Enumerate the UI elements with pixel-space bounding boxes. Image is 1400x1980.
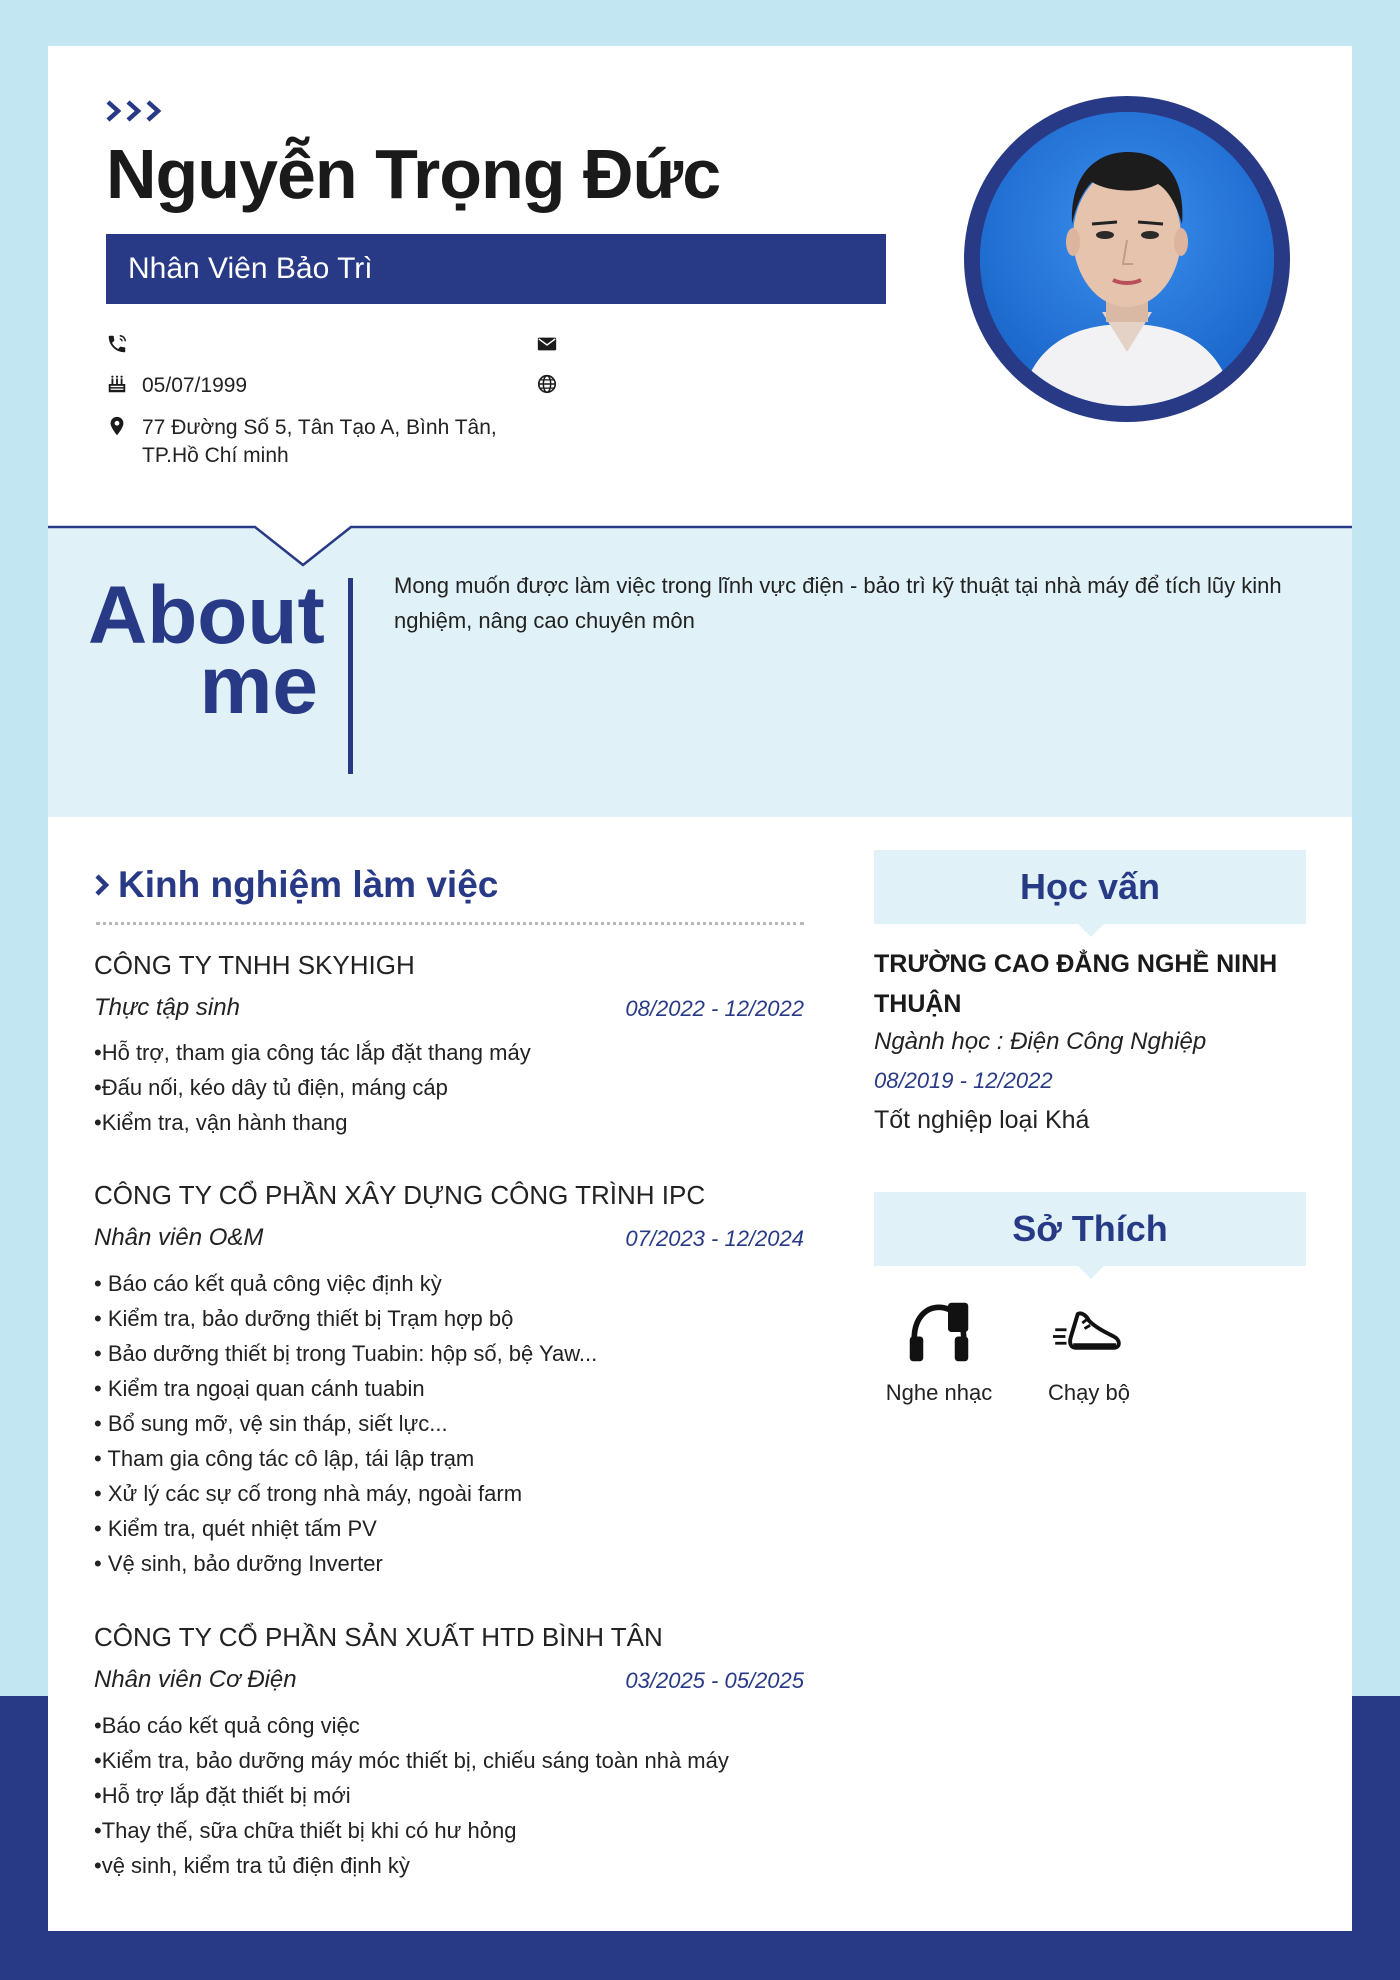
- phone-icon: [106, 333, 128, 355]
- address-line-2: TP.Hồ Chí minh: [142, 444, 289, 467]
- list-item: • Kiểm tra, bảo dưỡng thiết bị Trạm hợp bộ: [94, 1306, 514, 1331]
- email-icon: [536, 333, 558, 355]
- list-item: •Báo cáo kết quả công việc: [94, 1713, 360, 1738]
- chevron-right-icon: [94, 872, 110, 898]
- running-shoe-icon: [1053, 1296, 1125, 1368]
- job-company: CÔNG TY TNHH SKYHIGH: [94, 950, 415, 980]
- list-item: •Thay thế, sữa chữa thiết bị khi có hư hỏng: [94, 1818, 517, 1843]
- education-major: Ngành học : Điện Công Nghiệp: [874, 1028, 1207, 1055]
- location-pin-icon: [106, 415, 128, 437]
- contact-address: [106, 414, 497, 470]
- job-role: Nhân viên Cơ Điện: [94, 1666, 297, 1693]
- resume-page: [48, 46, 1352, 1931]
- list-item: • Kiểm tra ngoại quan cánh tuabin: [94, 1376, 425, 1401]
- list-item: •Kiểm tra, bảo dưỡng máy móc thiết bị, chiếu sáng toàn nhà máy: [94, 1748, 729, 1773]
- job-period: 03/2025 - 05/2025: [625, 1668, 804, 1693]
- birthday-value: 05/07/1999: [142, 374, 248, 397]
- job-period: 07/2023 - 12/2024: [625, 1226, 804, 1251]
- profile-photo: [980, 112, 1274, 406]
- job-company: CÔNG TY CỔ PHẦN SẢN XUẤT HTD BÌNH TÂN: [94, 1622, 663, 1652]
- birthday-cake-icon: [106, 373, 128, 395]
- list-item: • Bổ sung mỡ, vệ sin tháp, siết lực...: [94, 1411, 448, 1436]
- headphones-icon: [903, 1296, 975, 1368]
- job-title: Nhân Viên Bảo Trì: [128, 252, 373, 285]
- list-item: •Hỗ trợ lắp đặt thiết bị mới: [94, 1783, 351, 1808]
- profile-photo-frame: [964, 96, 1290, 422]
- hobbies-heading: Sở Thích: [874, 1192, 1306, 1266]
- list-item: •Hỗ trợ, tham gia công tác lắp đặt thang máy: [94, 1040, 531, 1065]
- list-item: •Kiểm tra, vận hành thang: [94, 1110, 348, 1135]
- experience-heading: Kinh nghiệm làm việc: [94, 864, 498, 906]
- job-period: 08/2022 - 12/2022: [625, 996, 804, 1021]
- education-heading-notch: [1078, 924, 1104, 937]
- about-vertical-bar: [348, 578, 353, 774]
- list-item: • Tham gia công tác cô lập, tái lập trạm: [94, 1446, 475, 1471]
- education-heading: Học vấn: [874, 850, 1306, 924]
- job-title-bar: [106, 234, 886, 304]
- list-item: • Xử lý các sự cố trong nhà máy, ngoài farm: [94, 1481, 523, 1506]
- about-title: About me: [88, 570, 325, 731]
- job-company: CÔNG TY CỔ PHẦN XÂY DỰNG CÔNG TRÌNH IPC: [94, 1180, 706, 1210]
- contact-email: [536, 332, 572, 355]
- chevrons-icon: [106, 98, 170, 124]
- school-name: TRƯỜNG CAO ĐẲNG NGHỀ NINH THUẬN: [874, 950, 1278, 1018]
- list-item: • Vệ sinh, bảo dưỡng Inverter: [94, 1551, 383, 1576]
- list-item: • Bảo dưỡng thiết bị trong Tuabin: hộp số, bệ Yaw...: [94, 1341, 598, 1366]
- hobby-label: Nghe nhạc: [885, 1380, 993, 1405]
- hobby-item: [1014, 1296, 1164, 1406]
- education-period: 08/2019 - 12/2022: [874, 1068, 1053, 1093]
- contact-birthday: [106, 372, 247, 400]
- list-item: • Báo cáo kết quả công việc định kỳ: [94, 1271, 442, 1296]
- hobby-label: Chạy bộ: [1048, 1380, 1130, 1405]
- about-divider: [48, 525, 1352, 529]
- education-result: Tốt nghiệp loại Khá: [874, 1106, 1090, 1134]
- globe-icon: [536, 373, 558, 395]
- hobbies-heading-notch: [1078, 1266, 1104, 1279]
- list-item: •vệ sinh, kiểm tra tủ điện định kỳ: [94, 1853, 410, 1878]
- job-bullets: [94, 1708, 814, 1883]
- address-line-1: 77 Đường Số 5, Tân Tạo A, Bình Tân,: [142, 416, 497, 439]
- contact-phone: [106, 332, 142, 355]
- about-text: Mong muốn được làm việc trong lĩnh vực điện - bảo trì kỹ thuật tại nhà máy để tích lũy kinh nghiệm, nâng cao chuyên môn: [394, 573, 1282, 633]
- list-item: •Đấu nối, kéo dây tủ điện, máng cáp: [94, 1075, 448, 1100]
- job-role: Nhân viên O&M: [94, 1224, 264, 1251]
- job-bullets: [94, 1035, 814, 1140]
- job-bullets: [94, 1266, 814, 1581]
- hobby-item: [864, 1296, 1014, 1406]
- list-item: • Kiểm tra, quét nhiệt tấm PV: [94, 1516, 377, 1541]
- dotted-divider: [96, 922, 804, 925]
- job-role: Thực tập sinh: [94, 994, 240, 1021]
- contact-website: [536, 372, 572, 395]
- candidate-name: Nguyễn Trọng Đức: [106, 135, 721, 213]
